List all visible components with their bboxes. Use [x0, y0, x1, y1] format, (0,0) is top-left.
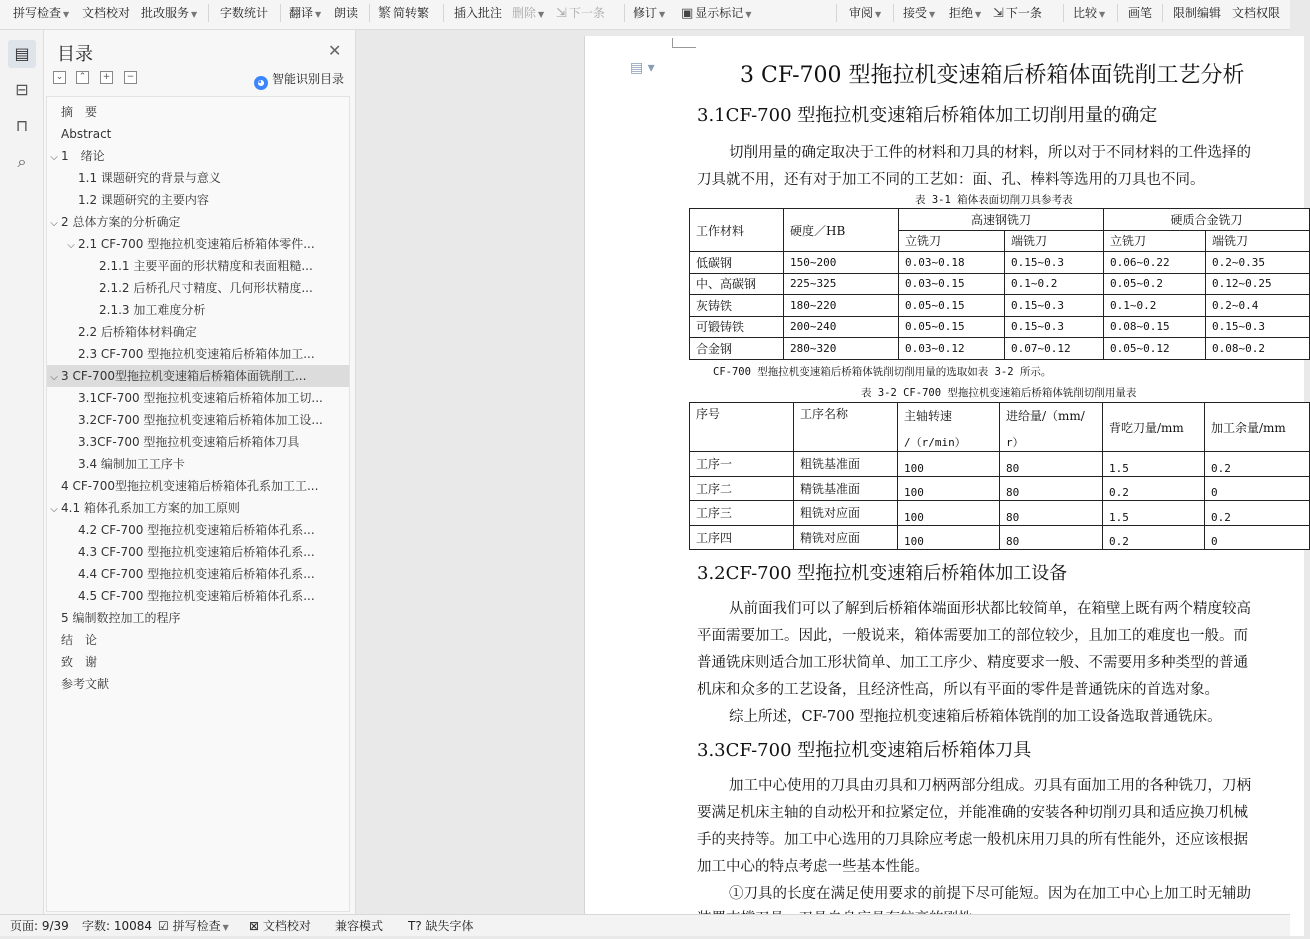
- toc-item[interactable]: [47, 211, 349, 233]
- table-cell: 0: [1205, 476, 1310, 501]
- table-cell: 工序一: [690, 452, 794, 477]
- table-header: 立铣刀: [1104, 230, 1206, 252]
- spell-check-label: 拼写检查: [13, 6, 62, 20]
- toc-item[interactable]: [47, 365, 349, 387]
- chevron-down-icon[interactable]: ⌵: [50, 504, 58, 515]
- toc-item-label: 3 CF-700型拖拉机变速箱后桥箱体面铣削工...: [61, 369, 307, 383]
- table-cell: 低碳钢: [690, 252, 784, 274]
- toolbar-divider: [208, 4, 209, 22]
- table-cell: 灰铸铁: [690, 295, 784, 317]
- table-cell: 0.2: [1103, 476, 1205, 501]
- table-note: CF-700 型拖拉机变速箱后桥箱体铣削切削用量的选取如表 3-2 所示。: [713, 366, 1052, 378]
- toc-item[interactable]: [47, 387, 349, 409]
- status-spell-check[interactable]: [158, 915, 229, 937]
- toolbar-divider: [1162, 4, 1163, 22]
- table-cell: 0.15~0.3: [1005, 252, 1104, 274]
- toc-item-label: 3.2CF-700 型拖拉机变速箱后桥箱体加工设...: [78, 413, 323, 427]
- paragraph-line: 切削用量的确定取决于工件的材料和刀具的材料，所以对于不同材料的工件选择的: [729, 145, 1251, 161]
- toc-item[interactable]: [47, 585, 349, 607]
- table-header: 立铣刀: [899, 230, 1005, 252]
- table-cell: 0.05~0.2: [1104, 273, 1206, 295]
- table-cell: 工序四: [690, 525, 794, 550]
- toc-item[interactable]: [47, 453, 349, 475]
- toc-item[interactable]: [47, 629, 349, 651]
- chevron-down-icon: ▼: [975, 10, 982, 19]
- paragraph-line: ①刀具的长度在满足使用要求的前提下尽可能短。因为在加工中心上加工时无辅助: [729, 886, 1251, 902]
- status-spell-label: 拼写检查: [172, 919, 221, 933]
- toc-item-label: 结 论: [61, 633, 98, 647]
- table-cell: 0.2~0.4: [1206, 295, 1310, 317]
- toc-item-label: 4.1 箱体孔系加工方案的加工原则: [61, 501, 240, 515]
- delete-comment-button[interactable]: [512, 0, 544, 26]
- chevron-down-icon: ▼: [875, 10, 882, 19]
- table-cell: 粗铣基准面: [794, 452, 898, 477]
- table-cell: 中、高碳钢: [690, 273, 784, 295]
- paragraph-line: 机床和众多的工艺设备，且经济性高，所以有平面的零件是普通铣床的首选对象。: [697, 682, 1219, 698]
- doc-permission-button[interactable]: 文档权限: [1232, 6, 1281, 20]
- close-icon[interactable]: ✕: [328, 41, 342, 60]
- paragraph-line: 加工中心的特点考虑一些基本性能。: [697, 859, 929, 875]
- table-row: [690, 476, 1310, 501]
- toolbar-divider: [624, 4, 625, 22]
- table-header: 工序名称: [794, 403, 898, 452]
- toc-item[interactable]: [47, 233, 349, 255]
- toc-title: 目录: [57, 44, 93, 65]
- track-changes-button[interactable]: [633, 0, 665, 26]
- insert-comment-button[interactable]: 插入批注: [454, 6, 503, 20]
- compare-button[interactable]: [1073, 0, 1105, 26]
- next-comment-icon: ⇲: [556, 6, 567, 21]
- table-cell: 0.05~0.15: [899, 295, 1005, 317]
- status-proof-label: 文档校对: [262, 919, 311, 933]
- table-header: 主轴转速: [898, 403, 1000, 428]
- status-bar: [0, 914, 1290, 936]
- table-cell: 粗铣对应面: [794, 501, 898, 526]
- table-header: 端铣刀: [1005, 230, 1104, 252]
- table-cell: 100: [898, 525, 1000, 550]
- table-cell: 0.2: [1205, 501, 1310, 526]
- table-row: [690, 501, 1310, 526]
- toc-item-label: 2.3 CF-700 型拖拉机变速箱后桥箱体加工...: [78, 347, 315, 361]
- table-cell: 0.07~0.12: [1005, 338, 1104, 360]
- outline-tree-icon[interactable]: ⊟: [15, 80, 29, 99]
- page-margin-marker: [672, 38, 696, 48]
- table-cell: 0.2: [1205, 452, 1310, 477]
- next-comment-button[interactable]: [556, 0, 605, 26]
- paragraph-line: 手的夹持等。加工中心选用的刀具除应考虑一般机床用刀具的所有性能外，还应该根据: [697, 832, 1248, 848]
- milling-parameters-table: [689, 402, 1310, 550]
- smart-toc-label: 智能识别目录: [272, 72, 345, 86]
- paragraph-line: 加工中心使用的刀具由刃具和刀柄两部分组成。刃具有面加工用的各种铣刀，刀柄: [729, 778, 1251, 794]
- proof-icon: ⊠: [249, 919, 263, 933]
- table-cell: 100: [898, 501, 1000, 526]
- toc-item[interactable]: [47, 299, 349, 321]
- next-change-icon: ⇲: [993, 6, 1004, 21]
- toc-item[interactable]: [47, 519, 349, 541]
- chevron-down-icon[interactable]: ⌵: [50, 218, 58, 229]
- toc-item-label: 4.5 CF-700 型拖拉机变速箱后桥箱体孔系...: [78, 589, 315, 603]
- table-cell: 225~325: [784, 273, 899, 295]
- toolbar-divider: [443, 4, 444, 22]
- chevron-down-icon: ▼: [745, 10, 752, 19]
- table-cell: 0.2: [1103, 525, 1205, 550]
- toc-item[interactable]: [47, 277, 349, 299]
- toc-item-label: Abstract: [61, 127, 112, 141]
- chevron-down-icon[interactable]: ⌵: [50, 152, 58, 163]
- table-cell: 0.12~0.25: [1206, 273, 1310, 295]
- paragraph-line: 刀具就不用，还有对于加工不同的工艺如：面、孔、棒料等选用的刀具也不同。: [697, 172, 1205, 188]
- toc-item-label: 摘 要: [61, 105, 98, 119]
- table-cell: 200~240: [784, 316, 899, 338]
- toc-item[interactable]: [47, 673, 349, 695]
- checkbox-icon: ☑: [158, 919, 173, 933]
- collapse-all-icon[interactable]: ⌄: [53, 71, 66, 84]
- track-changes-label: 修订: [633, 6, 658, 20]
- document-area: [356, 30, 1290, 914]
- table-cell: 0.15~0.3: [1206, 316, 1310, 338]
- table-cell: 0.08~0.2: [1206, 338, 1310, 360]
- section-heading-3-3: 3.3CF-700 型拖拉机变速箱后桥箱体刀具: [697, 740, 1032, 761]
- table-row: [690, 316, 1310, 338]
- accept-button[interactable]: [903, 0, 935, 26]
- reject-button[interactable]: [949, 0, 981, 26]
- toc-item[interactable]: [47, 409, 349, 431]
- table-body: [690, 452, 1310, 550]
- toc-item-label: 2.1 CF-700 型拖拉机变速箱后桥箱体零件...: [78, 237, 315, 251]
- toc-panel-icon[interactable]: ▤: [8, 40, 36, 68]
- table-cell: 0.06~0.22: [1104, 252, 1206, 274]
- toc-item-label: 2.1.2 后桥孔尺寸精度、几何形状精度...: [99, 281, 313, 295]
- chevron-down-icon: ▼: [222, 923, 229, 932]
- simp-trad-button[interactable]: [378, 0, 429, 26]
- missing-font-label: 缺失字体: [425, 919, 474, 933]
- table-cell: 工序三: [690, 501, 794, 526]
- table-cell: 0.05~0.15: [899, 316, 1005, 338]
- markup-icon: ▣: [681, 6, 694, 21]
- compat-mode-indicator: 兼容模式: [335, 919, 384, 933]
- search-icon[interactable]: ⌕: [17, 152, 27, 171]
- chevron-down-icon: ▼: [538, 10, 545, 19]
- paragraph-line: 综上所述，CF-700 型拖拉机变速箱后桥箱体铣削的加工设备选取普通铣床。: [729, 709, 1222, 725]
- table-cell: 80: [1000, 476, 1103, 501]
- chevron-down-icon[interactable]: ⌵: [67, 240, 75, 251]
- table-cell: 80: [1000, 525, 1103, 550]
- table-header: 端铣刀: [1206, 230, 1310, 252]
- toc-item[interactable]: [47, 189, 349, 211]
- toc-item[interactable]: [47, 145, 349, 167]
- table-caption: 表 3-2 CF-700 型拖拉机变速箱后桥箱体铣削切削用量表: [861, 387, 1137, 399]
- toc-item[interactable]: [47, 563, 349, 585]
- expand-up-icon[interactable]: ⌃: [76, 71, 89, 84]
- page-indicator[interactable]: 页面: 9/39: [10, 919, 69, 933]
- table-cell: 180~220: [784, 295, 899, 317]
- toc-item-label: 4.2 CF-700 型拖拉机变速箱后桥箱体孔系...: [78, 523, 315, 537]
- remove-heading-icon[interactable]: −: [124, 71, 137, 84]
- table-row: [690, 252, 1310, 274]
- table-header: 高速钢铣刀: [899, 209, 1104, 231]
- section-heading-3-2: 3.2CF-700 型拖拉机变速箱后桥箱体加工设备: [697, 563, 1068, 584]
- table-cell: 0.03~0.15: [899, 273, 1005, 295]
- show-markup-button[interactable]: [681, 0, 751, 26]
- chevron-down-icon: ▼: [63, 10, 70, 19]
- table-row: [690, 452, 1310, 477]
- read-aloud-button[interactable]: 朗读: [334, 6, 359, 20]
- table-cell: 0.1~0.2: [1005, 273, 1104, 295]
- table-cell: 合金钢: [690, 338, 784, 360]
- chevron-down-icon: ▼: [929, 10, 936, 19]
- reject-label: 拒绝: [949, 6, 974, 20]
- toc-item[interactable]: [47, 431, 349, 453]
- toc-item-label: 2 总体方案的分析确定: [61, 215, 181, 229]
- chevron-down-icon: ▼: [1099, 10, 1106, 19]
- smart-toc-button[interactable]: [254, 70, 344, 90]
- doc-proof-button[interactable]: 文档校对: [82, 6, 131, 20]
- review-pane-button[interactable]: [849, 0, 881, 26]
- toc-item[interactable]: [47, 321, 349, 343]
- toolbar-divider: [1117, 4, 1118, 22]
- table-cell: 80: [1000, 452, 1103, 477]
- missing-font-button[interactable]: [408, 915, 474, 937]
- next-change-button[interactable]: [993, 0, 1042, 26]
- table-cell: 0.1~0.2: [1104, 295, 1206, 317]
- status-doc-proof[interactable]: [249, 915, 311, 937]
- toc-item-label: 致 谢: [61, 655, 98, 669]
- paragraph-line: 从前面我们可以了解到后桥箱体端面形状都比较简单，在箱壁上既有两个精度较高: [729, 601, 1251, 617]
- simp-trad-icon: 繁: [378, 6, 392, 21]
- table-cell: 80: [1000, 501, 1103, 526]
- table-cell: 0.15~0.3: [1005, 316, 1104, 338]
- paragraph-line: 普通铣床则适合加工形状简单、加工工序少、精度要求一般、不需要用多种类型的普通: [697, 655, 1248, 671]
- toc-item-label: 参考文献: [61, 677, 110, 691]
- toc-item-label: 2.1.3 加工难度分析: [99, 303, 206, 317]
- section-heading-3-1: 3.1CF-700 型拖拉机变速箱后桥箱体加工切削用量的确定: [697, 105, 1158, 126]
- paragraph-line: 平面需要加工。因此，一般说来，箱体需要加工的部位较少，且加工的难度也一般。而: [697, 628, 1248, 644]
- chevron-down-icon: ▼: [659, 10, 666, 19]
- toc-item-label: 4.4 CF-700 型拖拉机变速箱后桥箱体孔系...: [78, 567, 315, 581]
- table-cell: 0.03~0.12: [899, 338, 1005, 360]
- table-cell: 0.2~0.35: [1206, 252, 1310, 274]
- toc-list: [46, 96, 350, 912]
- next-change-label: 下一条: [1005, 6, 1042, 20]
- table-cell: 100: [898, 476, 1000, 501]
- toc-item[interactable]: [47, 255, 349, 277]
- toolbar-divider: [1063, 4, 1064, 22]
- chevron-down-icon: ▼: [315, 10, 322, 19]
- table-cell: 精铣对应面: [794, 525, 898, 550]
- table-cell: 0.05~0.12: [1104, 338, 1206, 360]
- toc-item[interactable]: [47, 101, 349, 123]
- table-header: 工作材料: [690, 209, 784, 252]
- toc-item[interactable]: [47, 607, 349, 629]
- toc-item[interactable]: [47, 123, 349, 145]
- chevron-down-icon[interactable]: ⌵: [50, 372, 58, 383]
- table-row: [690, 295, 1310, 317]
- toc-item[interactable]: [47, 475, 349, 497]
- table-header: /（r/min）: [898, 427, 1000, 452]
- table-cell: 100: [898, 452, 1000, 477]
- review-service-label: 批改服务: [141, 6, 190, 20]
- word-count-button[interactable]: 字数统计: [220, 6, 269, 20]
- toc-item-label: 1.1 课题研究的背景与意义: [78, 171, 221, 185]
- toc-panel: [44, 30, 356, 914]
- translate-button[interactable]: [289, 0, 321, 26]
- table-cell: 可锻铸铁: [690, 316, 784, 338]
- pen-button[interactable]: 画笔: [1128, 6, 1153, 20]
- table-cell: 150~200: [784, 252, 899, 274]
- table-row: [690, 273, 1310, 295]
- table-cell: 0.08~0.15: [1104, 316, 1206, 338]
- compare-label: 比较: [1073, 6, 1098, 20]
- simp-trad-label: 简转繁: [393, 6, 430, 20]
- toolbar-divider: [893, 4, 894, 22]
- toc-item[interactable]: [47, 651, 349, 673]
- table-cell: 1.5: [1103, 501, 1205, 526]
- toolbar-divider: [369, 4, 370, 22]
- toc-item[interactable]: [47, 343, 349, 365]
- table-row: [690, 338, 1310, 360]
- review-label: 审阅: [849, 6, 874, 20]
- toc-item-label: 5 编制数控加工的程序: [61, 611, 181, 625]
- table-header: 加工余量/mm: [1205, 403, 1310, 452]
- toc-item-label: 2.1.1 主要平面的形状精度和表面粗糙...: [99, 259, 313, 273]
- chapter-title: 3 CF-700 型拖拉机变速箱后桥箱体面铣削工艺分析: [740, 63, 1245, 88]
- table-row: [690, 525, 1310, 550]
- table-caption: 表 3-1 箱体表面切削刀具参考表: [915, 194, 1073, 206]
- table-header: 硬质合金铣刀: [1104, 209, 1310, 231]
- accept-label: 接受: [903, 6, 928, 20]
- toc-item[interactable]: [47, 497, 349, 519]
- table-header: 背吃刀量/mm: [1103, 403, 1205, 452]
- toc-item-label: 3.3CF-700 型拖拉机变速箱后桥箱体刀具: [78, 435, 300, 449]
- document-outline-icon[interactable]: ▤ ▾: [630, 60, 655, 76]
- table-cell: 0.03~0.18: [899, 252, 1005, 274]
- table-header: r）: [1000, 427, 1103, 452]
- toolbar-divider: [280, 4, 281, 22]
- toc-item-label: 1 绪论: [61, 149, 105, 163]
- table-cell: 1.5: [1103, 452, 1205, 477]
- toc-item-label: 4.3 CF-700 型拖拉机变速箱后桥箱体孔系...: [78, 545, 315, 559]
- spell-check-button[interactable]: [13, 0, 69, 26]
- toc-item-label: 4 CF-700型拖拉机变速箱后桥箱体孔系加工工...: [61, 479, 319, 493]
- toc-item[interactable]: [47, 167, 349, 189]
- table-cell: 0.15~0.3: [1005, 295, 1104, 317]
- toc-item-label: 2.2 后桥箱体材料确定: [78, 325, 197, 339]
- translate-label: 翻译: [289, 6, 314, 20]
- word-count-indicator[interactable]: 字数: 10084: [82, 919, 153, 933]
- table-header: 硬度／HB: [784, 209, 899, 252]
- next-comment-label: 下一条: [568, 6, 605, 20]
- restrict-edit-button[interactable]: 限制编辑: [1173, 6, 1222, 20]
- table-body: [690, 252, 1310, 360]
- add-heading-icon[interactable]: +: [100, 71, 113, 84]
- font-warning-icon: T?: [408, 919, 426, 933]
- delete-label: 删除: [512, 6, 537, 20]
- bookmark-icon[interactable]: ⊓: [15, 116, 29, 135]
- table-header: 进给量/（mm/: [1000, 403, 1103, 428]
- toc-item-label: 3.1CF-700 型拖拉机变速箱后桥箱体加工切...: [78, 391, 323, 405]
- chevron-down-icon: ▼: [191, 10, 198, 19]
- ai-bot-icon: ◕: [254, 76, 268, 90]
- table-cell: 精铣基准面: [794, 476, 898, 501]
- toolbar-divider: [836, 4, 837, 22]
- table-header: 序号: [690, 403, 794, 452]
- paragraph-line: 要满足机床主轴的自动松开和拉紧定位，并能准确的安装各种切削刃具和适应换刀机械: [697, 805, 1248, 821]
- navigation-icon-strip: [0, 30, 44, 914]
- toc-item-label: 1.2 课题研究的主要内容: [78, 193, 209, 207]
- cutting-tool-reference-table: [689, 208, 1310, 360]
- toc-item-label: 3.4 编制加工工序卡: [78, 457, 185, 471]
- toc-item[interactable]: [47, 541, 349, 563]
- table-cell: 280~320: [784, 338, 899, 360]
- table-cell: 0: [1205, 525, 1310, 550]
- table-cell: 工序二: [690, 476, 794, 501]
- review-service-button[interactable]: [141, 0, 197, 26]
- review-toolbar: [0, 0, 1290, 30]
- show-markup-label: 显示标记: [695, 6, 744, 20]
